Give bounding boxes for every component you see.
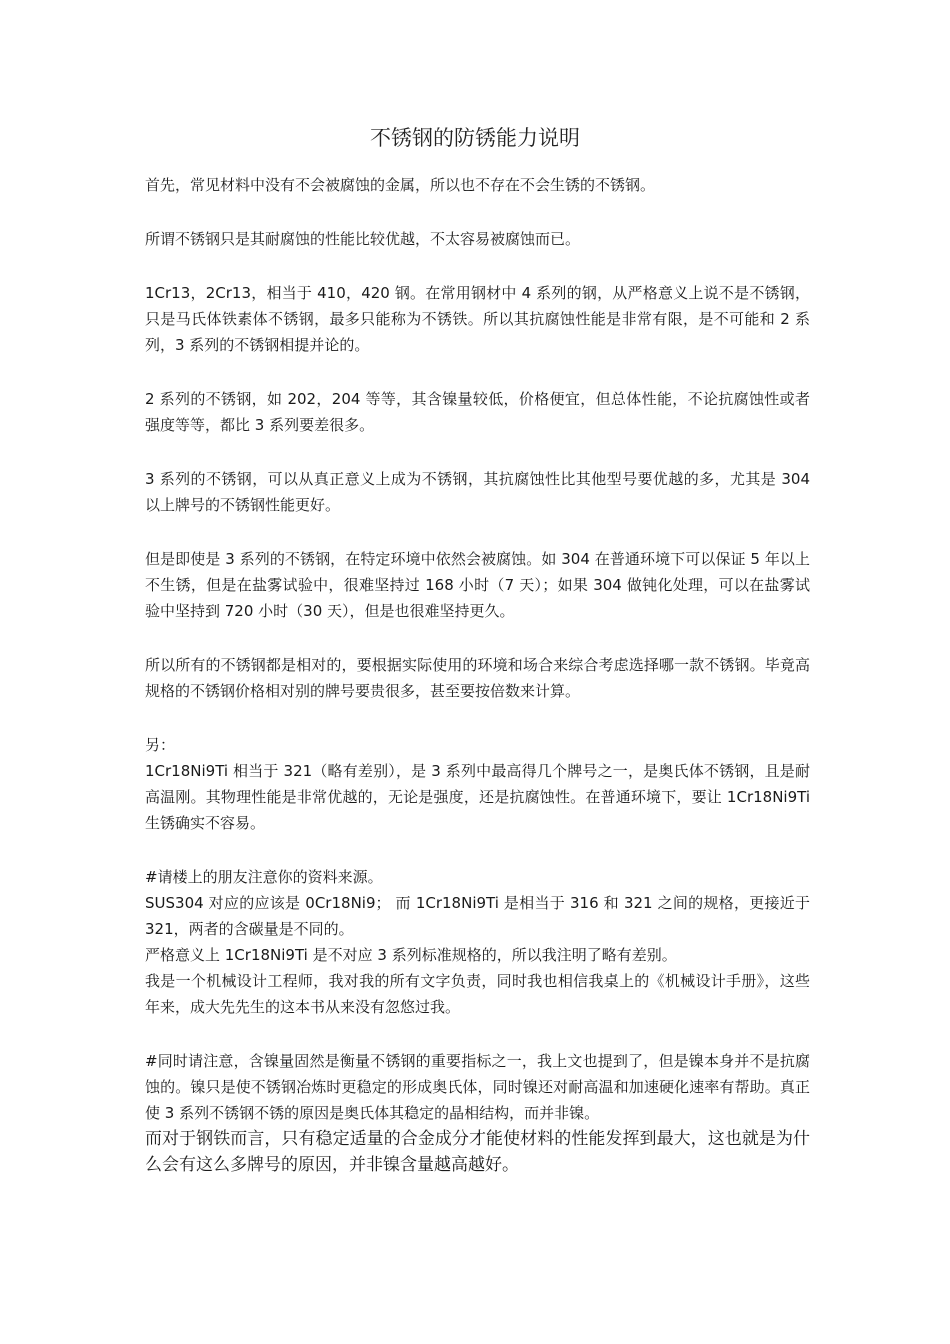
paragraph-gap	[145, 704, 810, 732]
note-line: 严格意义上 1Cr18Ni9Ti 是不对应 3 系列标准规格的，所以我注明了略有差别。	[145, 946, 677, 964]
note-line: #请楼上的朋友注意你的资料来源。	[145, 868, 383, 886]
paragraph-gap	[145, 518, 810, 546]
paragraph-gap	[145, 438, 810, 466]
document-title: 不锈钢的防锈能力说明	[370, 126, 580, 150]
paragraph-gap	[145, 252, 810, 280]
document-body	[145, 172, 810, 1178]
note-line: 我是一个机械设计工程师，我对我的所有文字负责，同时我也相信我桌上的《机械设计手册》，这些年来，成大先先生的这本书从来没有忽悠过我。	[145, 972, 810, 1016]
paragraph: 3 系列的不锈钢，可以从真正意义上成为不锈钢，其抗腐蚀性比其他型号要优越的多，尤其是 304 以上牌号的不锈钢性能更好。	[145, 470, 810, 514]
paragraph: 所谓不锈钢只是其耐腐蚀的性能比较优越，不太容易被腐蚀而已。	[145, 230, 581, 248]
paragraph: 首先，常见材料中没有不会被腐蚀的金属，所以也不存在不会生锈的不锈钢。	[145, 176, 656, 194]
paragraph-gap	[145, 836, 810, 864]
paragraph: 但是即使是 3 系列的不锈钢，在特定环境中依然会被腐蚀。如 304 在普通环境下可以保证 5 年以上不生锈，但是在盐雾试验中，很难坚持过 168 小时（7 天）；如果 304 做钝化处理，可以在盐雾试验中坚持到 720 小时（30 天），但是也很难坚持更久。	[145, 550, 810, 620]
addendum-label: 另：	[145, 736, 176, 754]
paragraph-gap	[145, 624, 810, 652]
paragraph: 所以所有的不锈钢都是相对的，要根据实际使用的环境和场合来综合考虑选择哪一款不锈钢。毕竟高规格的不锈钢价格相对别的牌号要贵很多，甚至要按倍数来计算。	[145, 656, 810, 700]
addendum-paragraph: 1Cr18Ni9Ti 相当于 321（略有差别），是 3 系列中最高得几个牌号之一，是奥氏体不锈钢，且是耐高温刚。其物理性能是非常优越的，无论是强度，还是抗腐蚀性。在普通环境下，要让 1Cr18Ni9Ti 生锈确实不容易。	[145, 762, 810, 832]
paragraph: 1Cr13，2Cr13，相当于 410，420 钢。在常用钢材中 4 系列的钢，从严格意义上说不是不锈钢，只是马氏体铁素体不锈钢，最多只能称为不锈铁。所以其抗腐蚀性能是非常有限，是不可能和 2 系列，3 系列的不锈钢相提并论的。	[145, 284, 810, 354]
paragraph-gap	[145, 358, 810, 386]
paragraph: 2 系列的不锈钢，如 202，204 等等，其含镍量较低，价格便宜，但总体性能，不论抗腐蚀性或者强度等等，都比 3 系列要差很多。	[145, 390, 810, 434]
closing-paragraph: 而对于钢铁而言，只有稳定适量的合金成分才能使材料的性能发挥到最大，这也就是为什么会有这么多牌号的原因，并非镍含量越高越好。	[145, 1129, 810, 1175]
note-line: SUS304 对应的应该是 0Cr18Ni9； 而 1Cr18Ni9Ti 是相当于 316 和 321 之间的规格，更接近于 321，两者的含碳量是不同的。	[145, 894, 810, 938]
paragraph-gap	[145, 198, 810, 226]
note-paragraph: #同时请注意，含镍量固然是衡量不锈钢的重要指标之一，我上文也提到了，但是镍本身并不是抗腐蚀的。镍只是使不锈钢冶炼时更稳定的形成奥氏体，同时镍还对耐高温和加速硬化速率有帮助。真正使 3 系列不锈钢不锈的原因是奥氏体其稳定的晶相结构，而并非镍。	[145, 1052, 810, 1122]
paragraph-gap	[145, 1020, 810, 1048]
